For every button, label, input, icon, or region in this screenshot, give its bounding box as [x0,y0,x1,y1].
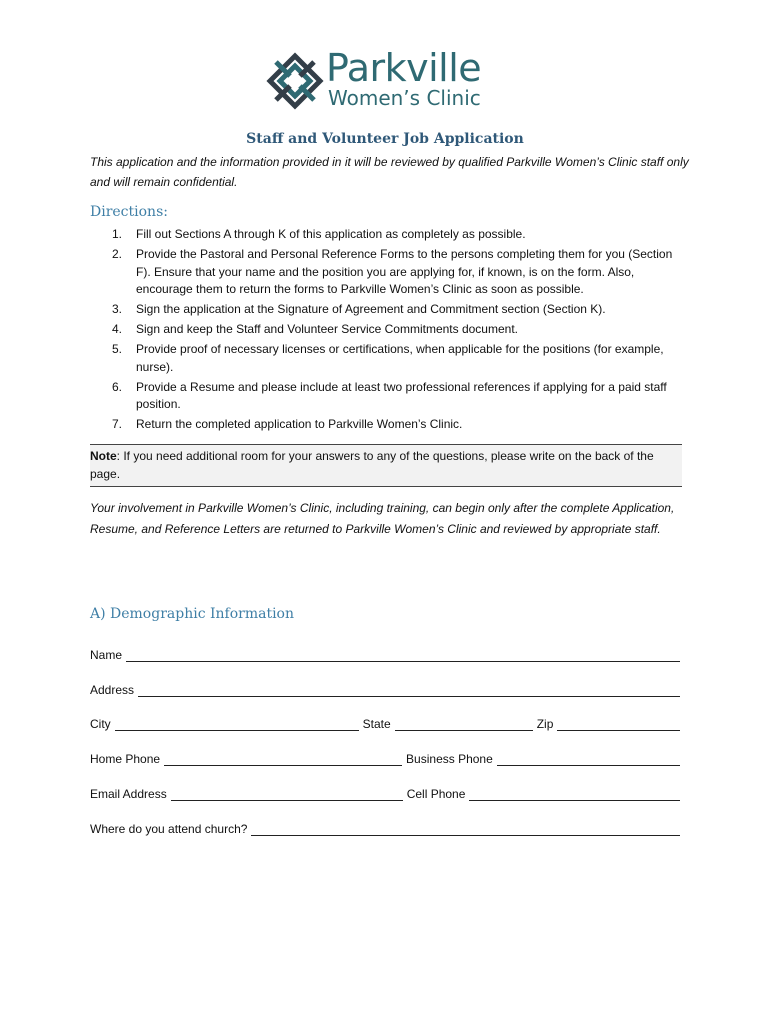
list-item-text: Fill out Sections A through K of this application as completely as possible. [136,227,526,241]
email-field[interactable] [171,786,403,801]
address-row [90,677,680,697]
list-item [90,321,690,339]
list-item [90,341,690,376]
clinic-logo [266,46,506,114]
note-label: Note [90,449,117,463]
phone-row [90,746,680,766]
list-item-number: 3. [112,302,123,316]
home-phone-field[interactable] [164,751,402,766]
page-title: Staff and Volunteer Job Application [246,131,524,147]
zip-field[interactable] [557,716,680,731]
list-item-text: Provide the Pastoral and Personal Reference Forms to the persons completing them for you (Section F). Ensure that your name and the position you are applying for, if known, is on the form. Also, encourage them to return the forms to Parkville Women’s Clinic as soon as possible. [136,247,673,296]
church-field[interactable] [251,821,680,836]
list-item [90,246,690,299]
list-item-number: 7. [112,417,123,431]
list-item-text: Provide proof of necessary licenses or certifications, when applicable for the positions (for example, nurse). [136,342,664,374]
list-item-number: 4. [112,322,123,336]
parkville-interlocking-square-logo-icon [266,52,324,110]
state-label: State [362,717,391,731]
involvement-text: Your involvement in Parkville Women’s Clinic, including training, can begin only after the complete Application, Resume, and Reference Letters are returned to Parkville Women’s Clinic and reviewed by appropriate staff. [90,501,675,536]
city-label: City [90,717,111,731]
state-field[interactable] [395,716,533,731]
list-item [90,301,690,319]
list-item-text: Provide a Resume and please include at least two professional references if applying for a paid staff position. [136,379,667,411]
list-item [90,379,690,414]
directions-list [90,226,690,436]
email-row [90,781,680,801]
cell-phone-field[interactable] [469,786,680,801]
intro-text: This application and the information provided in it will be reviewed by qualified Parkville Women’s Clinic staff only and will remain confidential. [90,155,689,189]
note-text: : If you need additional room for your answers to any of the questions, please write on the back of the page. [90,449,654,481]
email-label: Email Address [90,787,167,801]
list-item [90,226,690,244]
business-phone-field[interactable] [497,751,680,766]
note-box [90,444,682,487]
name-field[interactable] [126,647,680,662]
city-field[interactable] [115,716,359,731]
list-item-number: 2. [112,247,123,261]
name-label: Name [90,648,123,662]
address-field[interactable] [138,682,680,697]
list-item-text: Sign and keep the Staff and Volunteer Service Commitments document. [136,322,518,336]
zip-label: Zip [536,717,554,731]
list-item-number: 5. [112,342,123,356]
list-item-text: Return the completed application to Parkville Women’s Clinic. [136,417,463,431]
directions-heading: Directions: [90,204,168,220]
list-item-number: 6. [112,379,123,394]
city-row [90,711,680,731]
address-label: Address [90,683,135,697]
business-phone-label: Business Phone [406,752,493,766]
section-a-heading: A) Demographic Information [90,606,295,622]
logo-subtitle: Women’s Clinic [328,86,481,110]
list-item-text: Sign the application at the Signature of Agreement and Commitment section (Section K). [136,302,606,316]
home-phone-label: Home Phone [90,752,161,766]
church-row [90,816,680,836]
church-label: Where do you attend church? [90,822,248,836]
list-item-number: 1. [112,227,123,241]
name-row [90,642,680,662]
logo-brand-name: Parkville [326,46,482,90]
cell-phone-label: Cell Phone [406,787,466,801]
list-item [90,416,690,434]
